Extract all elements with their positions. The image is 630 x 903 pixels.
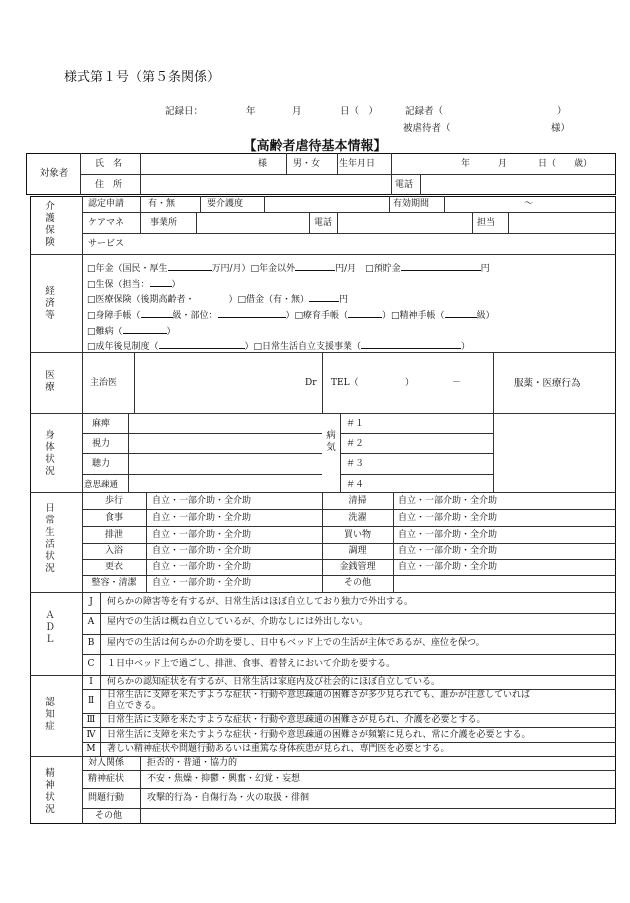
address-label: 住 所 <box>95 180 123 190</box>
daily-options: 自立・一部介助・全介助 <box>152 513 252 523</box>
care-manager-label: ケアマネ <box>88 218 125 228</box>
mental-label: 対人関係 <box>88 758 125 768</box>
tel-dash: － <box>452 378 462 388</box>
office-label: 事業所 <box>150 218 178 228</box>
birth-month: 月 <box>498 159 508 169</box>
page-title: 【高齢者虐待基本情報】 <box>243 139 387 154</box>
recorder-label: 記録者（ <box>405 106 444 117</box>
dr-label: Dr <box>305 378 317 388</box>
mental-value: 攻撃的行為・自傷行為・火の取扱・徘徊 <box>147 793 310 803</box>
daily-item: 入浴 <box>104 546 123 556</box>
record-month: 月 <box>292 106 302 117</box>
service-label: サービス <box>88 239 125 249</box>
section-subject: 対象者 <box>39 168 69 179</box>
daily-item: 更衣 <box>104 562 123 572</box>
disease-item: ＃１ <box>346 419 365 429</box>
form-id: 様式第１号（第５条関係） <box>64 70 221 85</box>
valid-tilde: ～ <box>524 199 534 209</box>
daily-item: 洗濯 <box>348 513 367 523</box>
tel-close: ） <box>405 378 415 388</box>
medication-label: 服薬・医療行為 <box>514 378 581 389</box>
daily-item: 調理 <box>348 546 367 556</box>
daily-options: 自立・一部介助・全介助 <box>152 530 252 540</box>
body-item: 意思疎通 <box>84 480 119 490</box>
charge-label: 担当 <box>477 218 496 228</box>
dementia-code: M <box>86 744 96 754</box>
adl-text: 屋内での生活は何らかの介助を要し、日中もベッド上での生活が主体であるが、座位を保つ。 <box>107 638 485 648</box>
cert-value: 有・無 <box>148 199 176 209</box>
daily-item: 整容・清潔 <box>91 578 137 588</box>
daily-options: 自立・一部介助・全介助 <box>398 496 498 506</box>
gender-options: 男・女 <box>293 159 321 169</box>
section-body: 身体状況 <box>45 430 55 477</box>
guardianship-line: □成年後見制度（ ）□日常生活自立支援事業（ ） <box>87 339 470 353</box>
section-care-insurance: 介護保険 <box>45 201 55 248</box>
dementia-code: Ⅰ <box>89 677 93 687</box>
body-item: 視力 <box>92 439 111 449</box>
cert-label: 認定申請 <box>88 199 125 209</box>
name-sama: 様 <box>258 159 268 169</box>
pension-line: □年金（国民・厚生 万円/月）□年金以外 円/月 □預貯金 円 <box>87 261 490 275</box>
mental-value: 不安・焦燥・抑鬱・興奮・幻覚・妄想 <box>147 774 301 784</box>
section-adl: ＡＤＬ <box>45 610 55 645</box>
daily-options: 自立・一部介助・全介助 <box>398 530 498 540</box>
birth-day-age: 日（ 歳） <box>538 159 593 169</box>
daily-options: 自立・一部介助・全介助 <box>398 513 498 523</box>
body-item: 聴力 <box>92 459 111 469</box>
care-level-label: 要介護度 <box>207 199 244 209</box>
adl-code: B <box>87 638 95 648</box>
doctor-label: 主治医 <box>90 378 118 388</box>
victim-sama: 様） <box>551 123 571 134</box>
daily-item: 食事 <box>104 513 123 523</box>
birth-year: 年 <box>461 159 471 169</box>
daily-item: 買い物 <box>343 530 371 540</box>
handbook-line: □身障手帳（ 級・部位： ）□療育手帳（ ）□精神手帳（ 級） <box>87 308 495 322</box>
daily-options: 自立・一部介助・全介助 <box>152 562 252 572</box>
disease-item: ＃３ <box>346 459 365 469</box>
section-dementia: 認知症 <box>45 697 55 732</box>
daily-item: 歩行 <box>104 496 123 506</box>
mental-label: 問題行動 <box>88 793 125 803</box>
care-phone-label: 電話 <box>314 218 333 228</box>
daily-options: 自立・一部介助・全介助 <box>152 546 252 556</box>
valid-period-label: 有効期間 <box>393 199 430 209</box>
dementia-code: Ⅱ <box>87 696 95 706</box>
intractable-disease-line: □難病（ ） <box>87 324 176 338</box>
phone-label: 電話 <box>395 180 414 190</box>
tel-label: TEL（ <box>331 378 359 388</box>
adl-code: C <box>87 659 95 669</box>
disease-item: ＃４ <box>346 480 365 490</box>
adl-text: １日中ベッド上で過ごし、排泄、食事、着替えにおいて介助を要する。 <box>107 659 396 669</box>
mental-label: 精神症状 <box>88 774 125 784</box>
daily-item: 清掃 <box>348 496 367 506</box>
dementia-text: 何らかの認知症状を有するが、日常生活は家庭内及び社会的にほぼ自立している。 <box>107 677 441 687</box>
dementia-code: Ⅳ <box>86 730 96 740</box>
dementia-text: 日常生活に支障を来たすような症状・行動や意思疎通の困難さが頻繁に見られ、常に介護を必要とする。 <box>107 730 531 740</box>
daily-item: 金銭管理 <box>339 562 376 572</box>
victim-label: 被虐待者（ <box>403 123 451 134</box>
daily-item: その他 <box>343 578 371 588</box>
daily-options: 自立・一部介助・全介助 <box>398 546 498 556</box>
daily-options: 自立・一部介助・全介助 <box>398 562 498 572</box>
daily-options: 自立・一部介助・全介助 <box>152 496 252 506</box>
mental-value: 拒否的・普通・協力的 <box>147 758 238 768</box>
recorder-close: ） <box>557 106 567 117</box>
dementia-text: 自立できる。 <box>107 701 162 711</box>
body-item: 麻痺 <box>92 419 111 429</box>
section-mental: 精神状況 <box>45 768 55 815</box>
disease-item: ＃２ <box>346 439 365 449</box>
adl-text: 何らかの障害等を有するが、日常生活はほぼ自立しており独力で外出する。 <box>107 597 414 607</box>
medical-insurance-line: □医療保険（後期高齢者・ ）□借金（有・無） 円 <box>87 292 348 306</box>
adl-code: J <box>89 597 93 607</box>
dementia-text: 日常生活に支障を来たすような症状・行動や意思疎通の困難さが多少見られても、誰かが注意していれば <box>107 690 531 700</box>
adl-code: A <box>87 617 95 627</box>
welfare-line: □生保（担当： ） <box>87 277 181 291</box>
dementia-code: Ⅲ <box>86 715 96 725</box>
dementia-text: 日常生活に支障を来たすような症状・行動や意思疎通の困難さが見られ、介護を必要とする。 <box>107 715 486 725</box>
name-label: 氏 名 <box>95 159 123 169</box>
section-medical: 医療 <box>45 370 55 393</box>
disease-label: 病気 <box>326 430 336 453</box>
record-date-label: 記録日： <box>165 106 204 117</box>
adl-text: 屋内での生活は概ね自立しているが、介助なしには外出しない。 <box>107 617 369 627</box>
daily-item: 排泄 <box>104 530 123 540</box>
section-daily-life: 日常生活状況 <box>45 503 55 574</box>
record-year: 年 <box>246 106 256 117</box>
birth-label: 生年月日 <box>339 159 376 169</box>
section-economy: 経済等 <box>45 286 55 321</box>
mental-label: その他 <box>95 811 123 821</box>
daily-options: 自立・一部介助・全介助 <box>152 578 252 588</box>
dementia-text: 著しい精神症状や問題行動あるいは重篤な身体疾患が見られ、専門医を必要とする。 <box>107 744 450 754</box>
record-day: 日（ ） <box>340 106 379 117</box>
